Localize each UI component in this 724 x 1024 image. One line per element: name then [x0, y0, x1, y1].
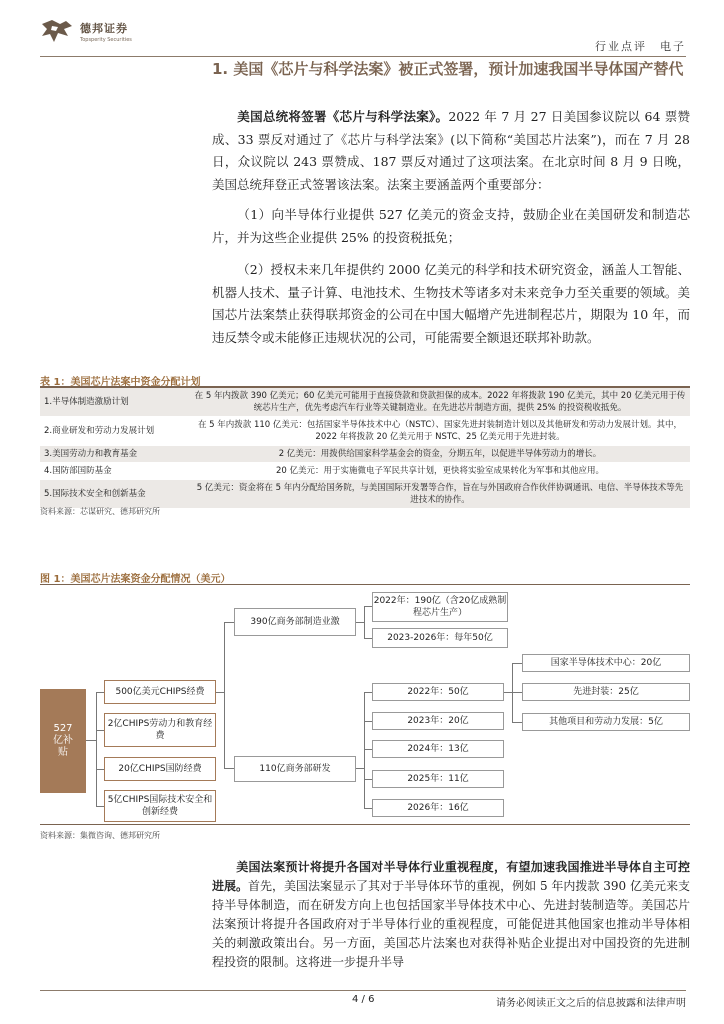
connector — [96, 730, 104, 731]
table-cell-name: 1.半导体制造激励计划 — [40, 388, 190, 417]
connector — [512, 663, 522, 664]
table-caption: 表 1：美国芯片法案中资金分配计划 — [40, 377, 201, 388]
connector — [216, 692, 224, 693]
paragraph-1-text: 2022 年 7 月 27 日美国参议院以 64 票赞成、33 票反对通过了《芯片与科学法案》(以下简称“美国芯片法案”)，而在 7 月 28 日，众议院以 243 票赞成、187 票反对通过了这项法案。在北京时间 8 月 9 日晚，美国总统拜登正式签署该法案。法案主要涵盖两个重要部分： — [212, 109, 690, 192]
connector — [96, 769, 104, 770]
connector — [364, 749, 372, 750]
header-divider — [40, 56, 686, 57]
connector — [364, 808, 372, 809]
logo-name-cn: 德邦证券 — [80, 21, 128, 35]
connector — [224, 768, 234, 769]
rnd-2022-node: 2022年：50亿 — [372, 683, 504, 701]
table-cell-desc: 在 5 年内拨款 390 亿美元；60 亿美元可能用于直接贷款和贷款担保的成本。2022 年将拨款 190 亿美元，其中 20 亿美元用于传统芯片生产，优先考虑汽车行业等关键制造业。在先进芯片制造方面，提供 25% 的投资税收抵免。 — [190, 388, 690, 417]
paragraph-2 — [212, 204, 690, 249]
table-cell-desc: 2 亿美元：用拨供给国家科学基金会的资金，分期五年，以促进半导体劳动力的增长。 — [190, 446, 690, 463]
international-fund-node: 5亿CHIPS国际技术安全和创新经费 — [104, 790, 216, 822]
table-row — [40, 446, 690, 463]
paragraph-2-text: （1）向半导体行业提供 527 亿美元的资金支持，鼓励企业在美国研发和制造芯片，并为这些企业提供 25% 的投资税抵免； — [212, 207, 690, 245]
table-row — [40, 480, 690, 509]
table-cell-desc: 20 亿美元：用于实施微电子军民共享计划，更快将实验室成果转化为军事和其他应用。 — [190, 463, 690, 480]
table-source: 资料来源：芯谋研究、德邦研究所 — [40, 507, 160, 516]
connector — [356, 768, 364, 769]
rnd-2023-node: 2023年：20亿 — [372, 712, 504, 730]
root-node: 527亿补贴 — [40, 689, 86, 793]
connector — [364, 638, 372, 639]
paragraph-4-text: 首先，美国法案显示了其对于半导体环节的重视，例如 5 年内拨款 390 亿美元来支持半导体制造，而在研发方向上也包括国家半导体技术中心、先进封装制造等。美国芯片法案预计将提升各国政府对于半导体行业的重视程度，可能促进其他国家也推动半导体相关的刺激政策出台。另一方面，美国芯片法案也对获得补贴企业提出对中国投资的先进制程投资的限制。这将进一步提升半导 — [212, 879, 690, 969]
rnd-node: 110亿商务部研发 — [234, 756, 356, 782]
company-logo — [40, 18, 132, 44]
table-cell-desc: 在 5 年内拨款 110 亿美元：包括国家半导体技术中心（NSTC）、国家先进封装制造计划以及其他研发和劳动力发展计划。其中，2022 年将拨款 20 亿美元用于 NSTC、25 亿美元用于先进封装。 — [190, 417, 690, 446]
page-number: 4 / 6 — [352, 994, 375, 1005]
table-row — [40, 388, 690, 417]
connector — [96, 806, 104, 807]
rnd-2024-node: 2024年：13亿 — [372, 740, 504, 758]
section-title: 1. 美国《芯片与科学法案》被正式签署，预计加速我国半导体国产替代 — [212, 60, 684, 78]
table-cell-name: 4.国防部国防基金 — [40, 463, 190, 480]
chips-fund-node: 500亿美元CHIPS经费 — [104, 680, 216, 704]
rnd-2025-node: 2025年：11亿 — [372, 770, 504, 788]
figure-source: 资料来源：集微咨询、德邦研究所 — [40, 831, 160, 840]
table-cell-desc: 5 亿美元：资金将在 5 年内分配给国务院，与美国国际开发署等合作，旨在与外国政府合作伙伴协调通讯、电信、半导体技术等先进技术的协作。 — [190, 480, 690, 509]
figure-bottom-rule — [40, 824, 690, 825]
figure-top-rule — [40, 584, 690, 585]
connector — [96, 692, 104, 693]
mfg-2022-node: 2022年：190亿（含20亿成熟制程芯片生产） — [372, 592, 508, 622]
disclaimer-note: 请务必阅读正文之后的信息披露和法律声明 — [496, 998, 686, 1009]
connector — [224, 622, 234, 623]
connector — [504, 692, 512, 693]
paragraph-1-lead: 美国总统将签署《芯片与科学法案》。 — [237, 109, 449, 124]
logo-name-en: Topsperity Securities — [80, 36, 132, 43]
funding-table — [40, 388, 690, 509]
defense-fund-node: 20亿CHIPS国防经费 — [104, 757, 216, 781]
packaging-node: 先进封装：25亿 — [522, 683, 690, 701]
connector — [364, 692, 372, 693]
table-cell-name: 3.美国劳动力和教育基金 — [40, 446, 190, 463]
connector — [364, 606, 365, 638]
dragon-logo-icon — [40, 18, 74, 44]
paragraph-4 — [212, 858, 690, 986]
connector — [364, 721, 372, 722]
connector — [96, 692, 97, 806]
manufacturing-node: 390亿商务部制造业激 — [234, 608, 356, 636]
table-cell-name: 5.国际技术安全和创新基金 — [40, 480, 190, 509]
figure-caption: 图 1：美国芯片法案资金分配情况（美元） — [40, 574, 231, 585]
footer-divider — [40, 990, 686, 991]
connector — [224, 622, 225, 768]
table-cell-name: 2.商业研发和劳动力发展计划 — [40, 417, 190, 446]
connector — [364, 606, 372, 607]
paragraph-3-text: （2）授权未来几年提供约 2000 亿美元的科学和技术研究资金，涵盖人工智能、机器人技术、量子计算、电池技术、生物技术等诸多对未来竞争力至关重要的领域。美国芯片法案禁止获得联邦资金的公司在中国大幅增产先进制程芯片，期限为 10 年，而违反禁令或未能修正违规状况的公司，可能需要全额退还联邦补助款。 — [212, 262, 690, 345]
connector — [512, 692, 522, 693]
report-category: 行业点评 电子 — [595, 40, 686, 53]
table-row — [40, 417, 690, 446]
connector — [356, 622, 364, 623]
nstc-node: 国家半导体技术中心：20亿 — [522, 654, 690, 672]
table-row — [40, 463, 690, 480]
connector — [512, 722, 522, 723]
workforce-fund-node: 2亿CHIPS劳动力和教育经费 — [104, 713, 216, 747]
paragraph-3 — [212, 259, 690, 349]
paragraph-1 — [212, 106, 690, 196]
rnd-2026-node: 2026年：16亿 — [372, 799, 504, 817]
connector — [364, 692, 365, 808]
paragraph-4-lead: 美国法案预计将提升各国对半导体行业重视程度，有望加速我国推进半导体自主可控进展。 — [212, 860, 690, 893]
connector — [364, 779, 372, 780]
mfg-2023-2026-node: 2023-2026年：每年50亿 — [372, 628, 508, 648]
other-projects-node: 其他项目和劳动力发展：5亿 — [522, 713, 690, 731]
connector — [86, 740, 96, 741]
